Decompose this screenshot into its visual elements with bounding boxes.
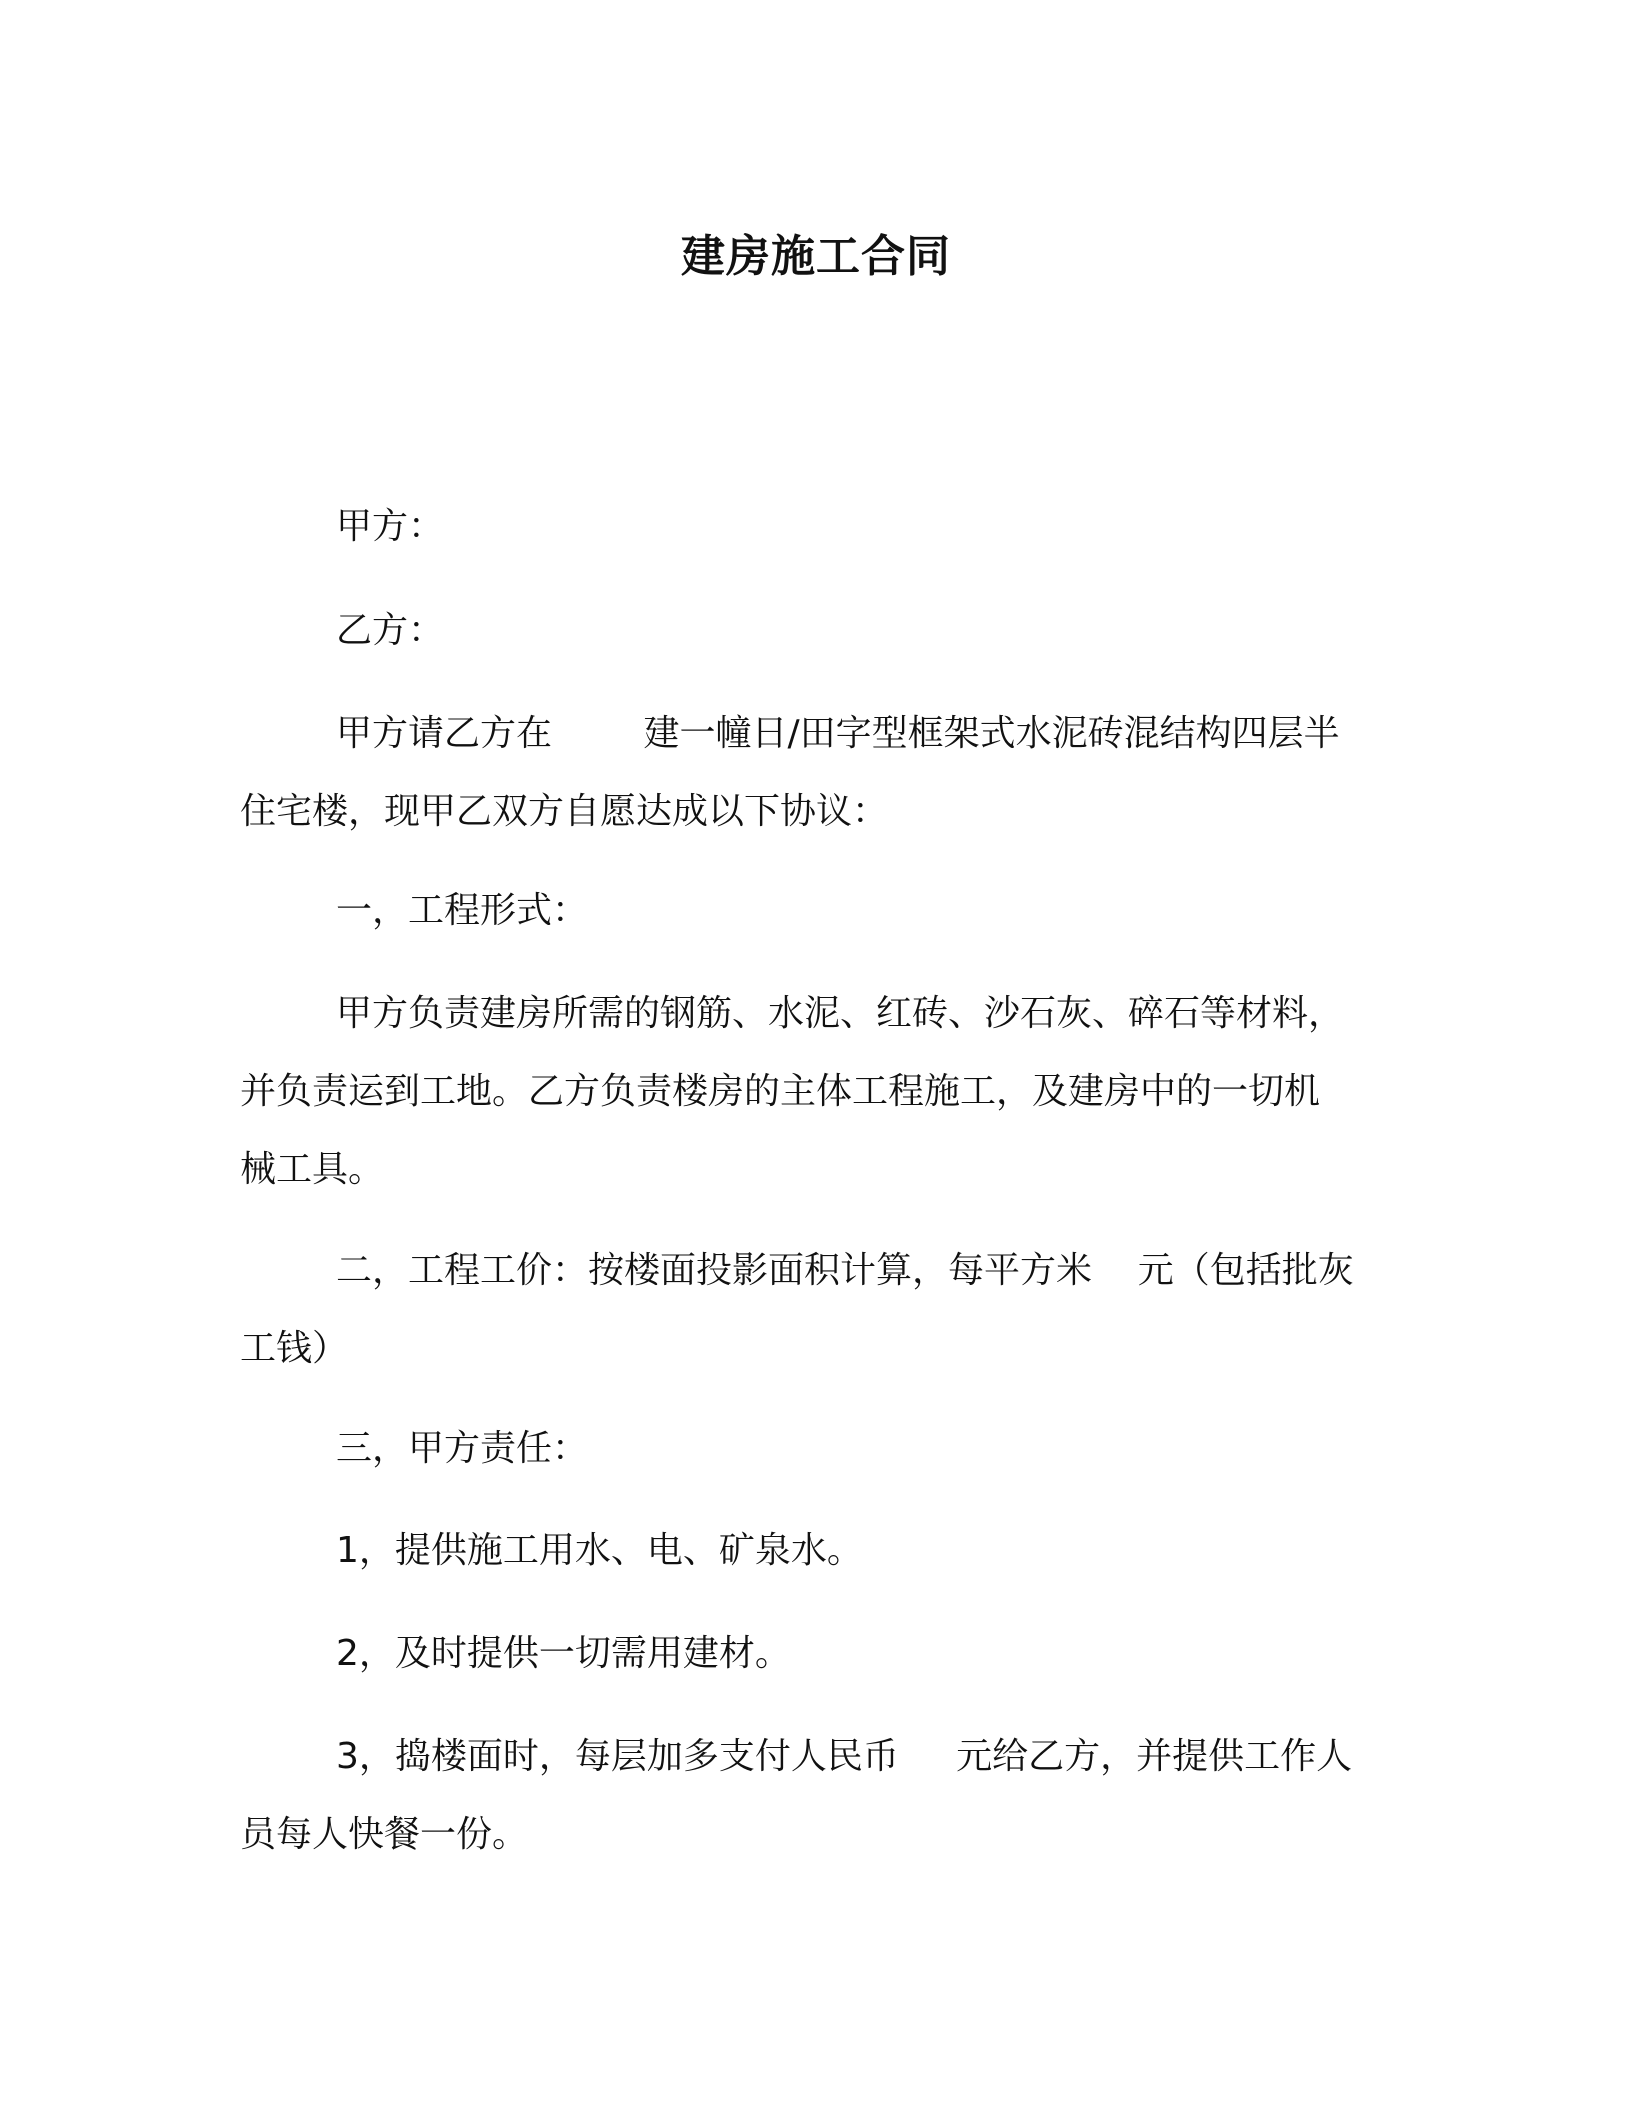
- intro-line-1: 甲方请乙方在 建一幢日/田字型框架式水泥砖混结构四层半: [336, 713, 1340, 754]
- section-1-heading: [240, 872, 1370, 950]
- section-1-line-1: 甲方负责建房所需的钢筋、水泥、红砖、沙石灰、碎石等材料，: [336, 993, 1345, 1034]
- party-a-label: 甲方：: [336, 506, 445, 547]
- section-3-item-2-text: 2，及时提供一切需用建材。: [336, 1633, 791, 1674]
- section-3-item-1: [240, 1512, 1370, 1590]
- paragraph-party-b: [240, 592, 1370, 670]
- document-title: 建房施工合同: [681, 231, 951, 282]
- section-3-item-3-line-1: 3，捣楼面时，每层加多支付人民币 元给乙方，并提供工作人: [336, 1736, 1353, 1777]
- section-3-item-3: [240, 1718, 1370, 1874]
- section-3-item-1-text: 1，提供施工用水、电、矿泉水。: [336, 1530, 863, 1571]
- section-3-heading-text: 三，甲方责任：: [336, 1428, 589, 1469]
- party-b-label: 乙方：: [336, 610, 445, 651]
- intro-line-2: 住宅楼，现甲乙双方自愿达成以下协议：: [240, 791, 889, 832]
- section-1-heading-text: 一，工程形式：: [336, 890, 589, 931]
- section-3-heading: [240, 1410, 1370, 1488]
- paragraph-intro: [240, 695, 1370, 851]
- paragraph-party-a: [240, 488, 1370, 566]
- section-1-line-2: 并负责运到工地。乙方负责楼房的主体工程施工，及建房中的一切机: [240, 1071, 1321, 1112]
- section-1-body: [240, 975, 1370, 1209]
- section-2-line-1: 二，工程工价：按楼面投影面积计算，每平方米 元（包括批灰: [336, 1250, 1354, 1291]
- section-2-line-2: 工钱）: [240, 1328, 349, 1369]
- section-1-line-3: 械工具。: [240, 1149, 385, 1190]
- section-2-body: [240, 1232, 1370, 1388]
- section-3-item-3-line-2: 员每人快餐一份。: [240, 1814, 529, 1855]
- section-3-item-2: [240, 1615, 1370, 1693]
